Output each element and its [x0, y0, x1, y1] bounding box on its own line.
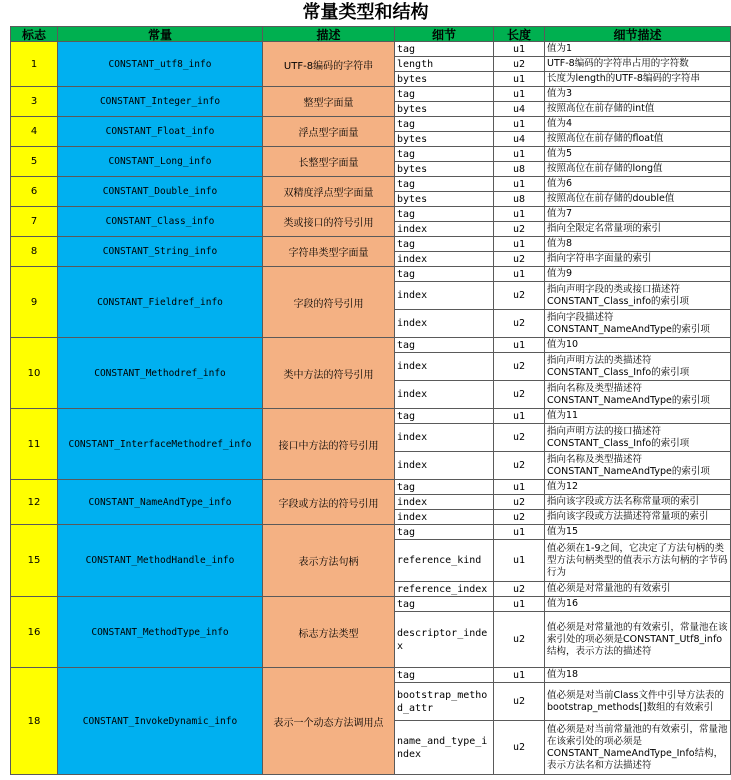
field-detail-cell[interactable]: 值为4 — [544, 116, 731, 132]
field-length-cell[interactable]: u1 — [493, 596, 545, 612]
row-tag-cell[interactable]: 10 — [10, 337, 58, 409]
field-length-cell[interactable]: u2 — [493, 221, 545, 237]
field-name-cell[interactable]: tag — [394, 116, 494, 132]
row-constant-name-cell[interactable]: CONSTANT_Fieldref_info — [57, 266, 263, 338]
row-tag-cell[interactable]: 12 — [10, 479, 58, 525]
row-constant-name-cell[interactable]: CONSTANT_NameAndType_info — [57, 479, 263, 525]
row-constant-name-cell[interactable]: CONSTANT_Class_info — [57, 206, 263, 237]
row-tag-cell[interactable]: 16 — [10, 596, 58, 668]
field-name-cell[interactable]: tag — [394, 236, 494, 252]
row-tag-cell[interactable]: 4 — [10, 116, 58, 147]
row-constant-name-cell[interactable]: CONSTANT_String_info — [57, 236, 263, 267]
field-name-cell[interactable]: index — [394, 423, 494, 452]
row-description-cell[interactable]: 浮点型字面量 — [262, 116, 395, 147]
field-detail-cell[interactable]: 指向名称及类型描述符CONSTANT_NameAndType的索引项 — [544, 451, 731, 480]
field-length-cell[interactable]: u1 — [493, 524, 545, 540]
field-detail-cell[interactable]: 值为5 — [544, 146, 731, 162]
field-name-cell[interactable]: tag — [394, 266, 494, 282]
field-length-cell[interactable]: u1 — [493, 176, 545, 192]
field-length-cell[interactable]: u1 — [493, 479, 545, 495]
row-constant-name-cell[interactable]: CONSTANT_Methodref_info — [57, 337, 263, 409]
field-length-cell[interactable]: u2 — [493, 611, 545, 668]
row-description-cell[interactable]: 字段的符号引用 — [262, 266, 395, 338]
field-name-cell[interactable]: tag — [394, 206, 494, 222]
row-constant-name-cell[interactable]: CONSTANT_InterfaceMethodref_info — [57, 408, 263, 480]
field-name-cell[interactable]: index — [394, 494, 494, 510]
row-constant-name-cell[interactable]: CONSTANT_Long_info — [57, 146, 263, 177]
field-detail-cell[interactable]: 值为1 — [544, 41, 731, 57]
field-name-cell[interactable]: bootstrap_method_attr — [394, 682, 494, 721]
field-name-cell[interactable]: tag — [394, 337, 494, 353]
field-length-cell[interactable]: u1 — [493, 266, 545, 282]
row-tag-cell[interactable]: 6 — [10, 176, 58, 207]
field-length-cell[interactable]: u2 — [493, 251, 545, 267]
field-length-cell[interactable]: u1 — [493, 408, 545, 424]
row-description-cell[interactable]: 标志方法类型 — [262, 596, 395, 668]
field-length-cell[interactable]: u1 — [493, 146, 545, 162]
row-description-cell[interactable]: 双精度浮点型字面量 — [262, 176, 395, 207]
row-constant-name-cell[interactable]: CONSTANT_Float_info — [57, 116, 263, 147]
field-detail-cell[interactable]: 值必须在1-9之间，它决定了方法句柄的类型方法句柄类型的值表示方法句柄的字节码行为 — [544, 539, 731, 582]
field-name-cell[interactable]: tag — [394, 176, 494, 192]
field-detail-cell[interactable]: 值必须是对常量池的有效索引，常量池在该索引处的项必须是CONSTANT_Utf8_info结构，表示方法的描述符 — [544, 611, 731, 668]
row-description-cell[interactable]: UTF-8编码的字符串 — [262, 41, 395, 87]
row-tag-cell[interactable]: 18 — [10, 667, 58, 775]
field-name-cell[interactable]: index — [394, 352, 494, 381]
field-length-cell[interactable]: u4 — [493, 101, 545, 117]
field-name-cell[interactable]: name_and_type_index — [394, 720, 494, 775]
field-length-cell[interactable]: u2 — [493, 509, 545, 525]
header-constant[interactable]: 常量 — [57, 26, 263, 42]
field-detail-cell[interactable]: 值为10 — [544, 337, 731, 353]
field-detail-cell[interactable]: 指向全限定名常量项的索引 — [544, 221, 731, 237]
field-length-cell[interactable]: u1 — [493, 86, 545, 102]
field-detail-cell[interactable]: UTF-8编码的字符串占用的字符数 — [544, 56, 731, 72]
row-description-cell[interactable]: 接口中方法的符号引用 — [262, 408, 395, 480]
row-description-cell[interactable]: 表示方法句柄 — [262, 524, 395, 597]
field-length-cell[interactable]: u2 — [493, 451, 545, 480]
header-item[interactable]: 细节 — [394, 26, 494, 42]
header-tag[interactable]: 标志 — [10, 26, 58, 42]
field-detail-cell[interactable]: 按照高位在前存储的double值 — [544, 191, 731, 207]
row-description-cell[interactable]: 表示一个动态方法调用点 — [262, 667, 395, 775]
field-name-cell[interactable]: descriptor_index — [394, 611, 494, 668]
field-length-cell[interactable]: u2 — [493, 720, 545, 775]
field-name-cell[interactable]: index — [394, 380, 494, 409]
field-detail-cell[interactable]: 值必须是对当前常量池的有效索引，常量池在该索引处的项必须是CONSTANT_NameAndType_Info结构，表示方法名和方法描述符 — [544, 720, 731, 775]
field-detail-cell[interactable]: 按照高位在前存储的long值 — [544, 161, 731, 177]
field-detail-cell[interactable]: 值为7 — [544, 206, 731, 222]
row-tag-cell[interactable]: 9 — [10, 266, 58, 338]
row-tag-cell[interactable]: 3 — [10, 86, 58, 117]
row-constant-name-cell[interactable]: CONSTANT_MethodType_info — [57, 596, 263, 668]
field-name-cell[interactable]: tag — [394, 86, 494, 102]
row-description-cell[interactable]: 长整型字面量 — [262, 146, 395, 177]
header-desc[interactable]: 描述 — [262, 26, 395, 42]
row-constant-name-cell[interactable]: CONSTANT_InvokeDynamic_info — [57, 667, 263, 775]
row-tag-cell[interactable]: 15 — [10, 524, 58, 597]
field-detail-cell[interactable]: 值为3 — [544, 86, 731, 102]
field-name-cell[interactable]: index — [394, 309, 494, 338]
header-length[interactable]: 长度 — [493, 26, 545, 42]
field-length-cell[interactable]: u2 — [493, 494, 545, 510]
field-detail-cell[interactable]: 指向声明字段的类或接口描述符CONSTANT_Class_info的索引项 — [544, 281, 731, 310]
row-constant-name-cell[interactable]: CONSTANT_MethodHandle_info — [57, 524, 263, 597]
field-length-cell[interactable]: u2 — [493, 380, 545, 409]
field-length-cell[interactable]: u2 — [493, 423, 545, 452]
field-detail-cell[interactable]: 按照高位在前存储的float值 — [544, 131, 731, 147]
field-length-cell[interactable]: u4 — [493, 131, 545, 147]
row-constant-name-cell[interactable]: CONSTANT_utf8_info — [57, 41, 263, 87]
field-name-cell[interactable]: length — [394, 56, 494, 72]
header-detail[interactable]: 细节描述 — [544, 26, 731, 42]
sheet-title: 常量类型和结构 — [302, 2, 429, 23]
field-detail-cell[interactable]: 指向字段描述符CONSTANT_NameAndType的索引项 — [544, 309, 731, 338]
field-length-cell[interactable]: u1 — [493, 71, 545, 87]
field-name-cell[interactable]: bytes — [394, 71, 494, 87]
row-description-cell[interactable]: 字段或方法的符号引用 — [262, 479, 395, 525]
row-description-cell[interactable]: 类中方法的符号引用 — [262, 337, 395, 409]
field-name-cell[interactable]: bytes — [394, 131, 494, 147]
field-name-cell[interactable]: reference_index — [394, 581, 494, 597]
field-detail-cell[interactable]: 值为9 — [544, 266, 731, 282]
field-name-cell[interactable]: index — [394, 509, 494, 525]
field-detail-cell[interactable]: 值为8 — [544, 236, 731, 252]
field-detail-cell[interactable]: 值为11 — [544, 408, 731, 424]
row-description-cell[interactable]: 类或接口的符号引用 — [262, 206, 395, 237]
field-length-cell[interactable]: u2 — [493, 309, 545, 338]
field-name-cell[interactable]: tag — [394, 408, 494, 424]
field-detail-cell[interactable]: 指向声明方法的接口描述符CONSTANT_Class_Info的索引项 — [544, 423, 731, 452]
field-detail-cell[interactable]: 指向声明方法的类描述符CONSTANT_Class_Info的索引项 — [544, 352, 731, 381]
field-name-cell[interactable]: tag — [394, 479, 494, 495]
row-tag-cell[interactable]: 8 — [10, 236, 58, 267]
field-length-cell[interactable]: u1 — [493, 116, 545, 132]
field-name-cell[interactable]: bytes — [394, 101, 494, 117]
field-name-cell[interactable]: reference_kind — [394, 539, 494, 582]
field-name-cell[interactable]: bytes — [394, 161, 494, 177]
field-length-cell[interactable]: u1 — [493, 337, 545, 353]
field-name-cell[interactable]: tag — [394, 524, 494, 540]
field-length-cell[interactable]: u2 — [493, 352, 545, 381]
row-description-cell[interactable]: 整型字面量 — [262, 86, 395, 117]
row-tag-cell[interactable]: 1 — [10, 41, 58, 87]
field-length-cell[interactable]: u8 — [493, 191, 545, 207]
row-tag-cell[interactable]: 7 — [10, 206, 58, 237]
field-detail-cell[interactable]: 值为15 — [544, 524, 731, 540]
field-name-cell[interactable]: tag — [394, 146, 494, 162]
field-detail-cell[interactable]: 值为6 — [544, 176, 731, 192]
field-name-cell[interactable]: index — [394, 251, 494, 267]
field-length-cell[interactable]: u2 — [493, 281, 545, 310]
field-length-cell[interactable]: u1 — [493, 236, 545, 252]
field-name-cell[interactable]: index — [394, 281, 494, 310]
row-tag-cell[interactable]: 11 — [10, 408, 58, 480]
field-name-cell[interactable]: tag — [394, 667, 494, 683]
field-detail-cell[interactable]: 长度为length的UTF-8编码的字符串 — [544, 71, 731, 87]
field-length-cell[interactable]: u8 — [493, 161, 545, 177]
row-constant-name-cell[interactable]: CONSTANT_Double_info — [57, 176, 263, 207]
field-detail-cell[interactable]: 指向字符串字面量的索引 — [544, 251, 731, 267]
field-name-cell[interactable]: bytes — [394, 191, 494, 207]
field-detail-cell[interactable]: 按照高位在前存储的int值 — [544, 101, 731, 117]
field-length-cell[interactable]: u1 — [493, 41, 545, 57]
field-detail-cell[interactable]: 值必须是对当前Class文件中引导方法表的bootstrap_methods[]数组的有效索引 — [544, 682, 731, 721]
field-name-cell[interactable]: index — [394, 221, 494, 237]
field-detail-cell[interactable]: 指向该字段或方法名称常量项的索引 — [544, 494, 731, 510]
field-detail-cell[interactable]: 值为18 — [544, 667, 731, 683]
row-description-cell[interactable]: 字符串类型字面量 — [262, 236, 395, 267]
field-length-cell[interactable]: u1 — [493, 206, 545, 222]
field-detail-cell[interactable]: 值为12 — [544, 479, 731, 495]
field-length-cell[interactable]: u2 — [493, 56, 545, 72]
field-name-cell[interactable]: tag — [394, 41, 494, 57]
field-length-cell[interactable]: u1 — [493, 667, 545, 683]
field-length-cell[interactable]: u2 — [493, 581, 545, 597]
field-detail-cell[interactable]: 指向该字段或方法描述符常量项的索引 — [544, 509, 731, 525]
row-tag-cell[interactable]: 5 — [10, 146, 58, 177]
field-detail-cell[interactable]: 值为16 — [544, 596, 731, 612]
row-constant-name-cell[interactable]: CONSTANT_Integer_info — [57, 86, 263, 117]
field-length-cell[interactable]: u2 — [493, 682, 545, 721]
field-name-cell[interactable]: tag — [394, 596, 494, 612]
field-detail-cell[interactable]: 指向名称及类型描述符CONSTANT_NameAndType的索引项 — [544, 380, 731, 409]
field-length-cell[interactable]: u1 — [493, 539, 545, 582]
field-name-cell[interactable]: index — [394, 451, 494, 480]
field-detail-cell[interactable]: 值必须是对常量池的有效索引 — [544, 581, 731, 597]
